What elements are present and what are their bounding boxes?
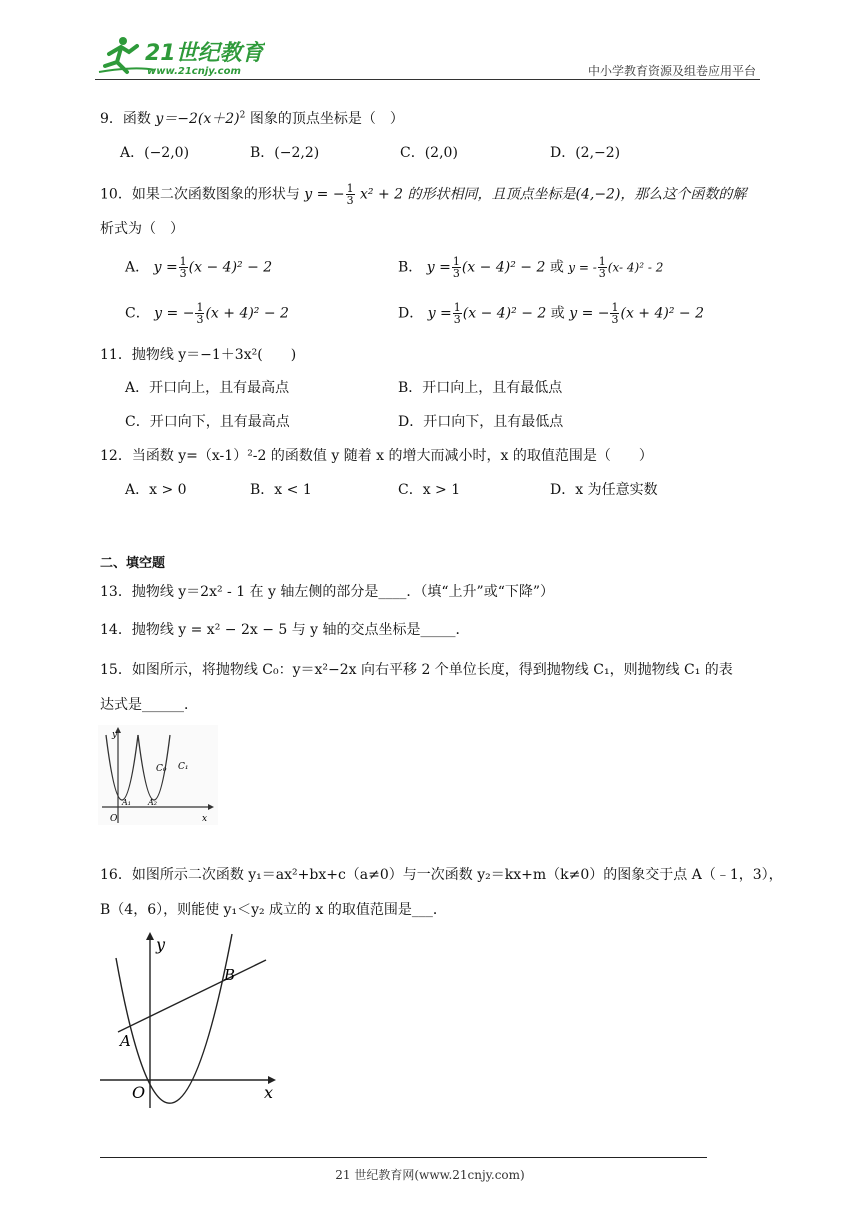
question-11-option-d[interactable]: D．开口向下，且有最低点	[398, 414, 564, 430]
site-logo	[95, 32, 265, 78]
footer-text: 21 世纪教育网(www.21cnjy.com)	[335, 1168, 525, 1182]
question-9-option-a[interactable]: A．(−2,0)	[120, 145, 190, 161]
fig15-origin-label: O	[110, 814, 118, 824]
question-11-option-b[interactable]: B．开口向上，且有最低点	[398, 380, 563, 396]
header-divider	[95, 79, 760, 80]
footer-divider	[100, 1157, 707, 1158]
fig15-x-label: x	[202, 814, 208, 824]
fig16-origin-label: O	[132, 1083, 146, 1102]
header-platform-text: 中小学教育资源及组卷应用平台	[587, 64, 756, 78]
question-15-figure	[98, 725, 218, 825]
question-16-figure	[98, 930, 288, 1110]
question-9-option-c[interactable]: C．(2,0)	[400, 145, 458, 161]
question-10-option-a[interactable]: A． y = $\frac{1}{3}$ (x − 4)² − 2	[125, 255, 273, 280]
question-9-option-b[interactable]: B．(−2,2)	[250, 145, 320, 161]
question-11-option-c[interactable]: C．开口向下，且有最高点	[125, 414, 290, 430]
question-9-option-d[interactable]: D．(2,−2)	[550, 145, 621, 161]
question-10-option-b[interactable]: B． y = $\frac{1}{3}$ (x − 4)² − 2 或 y = - $\frac{1}{3}$ (x- 4)² - 2	[398, 255, 664, 280]
fig15-c0-label: C₀	[156, 764, 167, 774]
question-12-option-b[interactable]: B．x < 1	[250, 482, 312, 498]
question-12-option-a[interactable]: A．x > 0	[125, 482, 187, 498]
question-12-option-c[interactable]: C．x > 1	[398, 482, 461, 498]
question-16-stem-line2: B（4，6），则能使 y₁＜y₂ 成立的 x 的取值范围是___．	[100, 902, 447, 918]
question-10-option-c[interactable]: C． y = − $\frac{1}{3}$ (x + 4)² − 2	[125, 301, 289, 326]
question-11-stem: 11．抛物线 y＝−1＋3x²( )	[100, 347, 297, 363]
fig15-a1-label: A₁	[122, 798, 131, 807]
question-12-stem: 12．当函数 y=（x-1）²-2 的函数值 y 随着 x 的增大而减小时，x 的取值范围是（ ）	[100, 448, 653, 464]
question-9-stem: 9．函数 $y=-2(x+2)^2$ 图象的顶点坐标是（ ）	[100, 110, 404, 127]
fig16-y-label: y	[156, 935, 166, 954]
question-14-stem: 14．抛物线 y = x² − 2x − 5 与 y 轴的交点坐标是_____．	[100, 622, 470, 638]
question-10-stem-line1: 10．如果二次函数图象的形状与 y = − $\frac{1}{3}$ x² + 2 的形状相同，且顶点坐标是(4,−2)，那么这个函数的解	[100, 182, 747, 207]
question-10-option-d[interactable]: D． y = $\frac{1}{3}$ (x − 4)² − 2 或 y = − $\frac{1}{3}$ (x + 4)² − 2	[398, 301, 704, 326]
question-12-option-d[interactable]: D．x 为任意实数	[550, 482, 658, 498]
question-11-option-a[interactable]: A．开口向上，且有最高点	[125, 380, 290, 396]
fig15-c1-label: C₁	[178, 762, 189, 772]
fig16-b-label: B	[224, 966, 236, 984]
fig16-a-label: A	[120, 1032, 131, 1050]
svg-text:21世纪教育: 21世纪教育	[145, 41, 264, 66]
question-10-stem-line2: 析式为（ ）	[100, 221, 184, 237]
fig16-x-label: x	[264, 1083, 274, 1102]
question-16-stem-line1: 16．如图所示二次函数 y₁＝ax²+bx+c（a≠0）与一次函数 y₂＝kx+m（k≠0）的图象交于点 A（﹣1，3），	[100, 867, 783, 883]
fig15-a2-label: A₂	[148, 798, 157, 807]
question-13-stem: 13．抛物线 y＝2x² - 1 在 y 轴左侧的部分是____．（填“上升”或“下降”）	[100, 584, 555, 600]
question-15-stem-line2: 达式是______．	[100, 697, 198, 713]
section-title-fill-in: 二、填空题	[100, 556, 166, 571]
fig15-y-label: y	[112, 730, 118, 740]
question-15-stem-line1: 15．如图所示，将抛物线 C₀：y＝x²−2x 向右平移 2 个单位长度，得到抛物线 C₁，则抛物线 C₁ 的表	[100, 662, 733, 678]
svg-text:www.21cnjy.com: www.21cnjy.com	[147, 66, 241, 77]
